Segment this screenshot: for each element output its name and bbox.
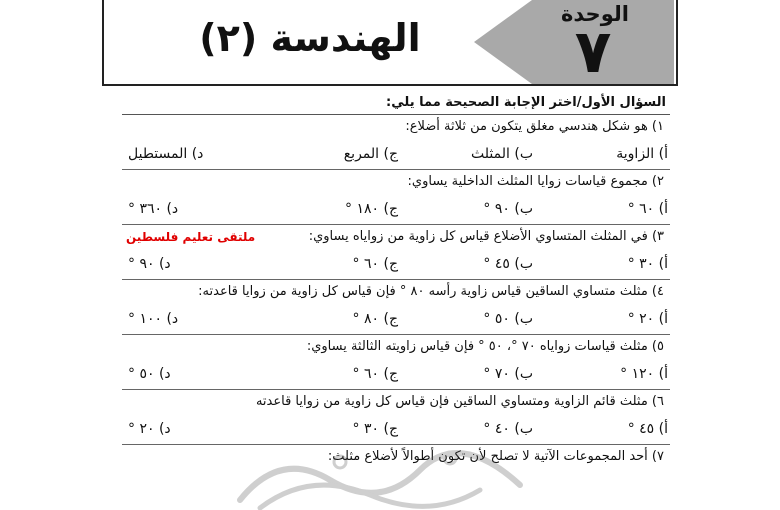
question-text: ٥) مثلث قياسات زواياه ٧٠ °، ٥٠ ° فإن قياس زاويته الثالثة يساوي:: [306, 339, 664, 354]
option-b[interactable]: ب) ٥٠ °: [483, 311, 533, 327]
options-row: [122, 414, 670, 444]
options-row: [122, 139, 670, 169]
option-b[interactable]: ب) المثلث: [471, 146, 533, 162]
option-c[interactable]: ج) ١٨٠ °: [345, 201, 398, 217]
option-a[interactable]: أ) الزاوية: [616, 146, 668, 162]
option-a[interactable]: أ) ٤٥ °: [627, 421, 668, 437]
question-5: [122, 335, 670, 390]
question-text: ٧) أحد المجموعات الآتية لا تصلح لأن تكون أطوالاً لأضلاع مثلث:: [327, 449, 664, 464]
question-text: ٤) مثلث متساوي الساقين قياس زاوية رأسه ٨٠ ° فإن قياس كل زاوية من زوايا قاعدته:: [198, 284, 664, 299]
option-d[interactable]: د) ٣٦٠ °: [128, 201, 179, 217]
option-b[interactable]: ب) ٤٠ °: [483, 421, 533, 437]
option-c[interactable]: ج) ٦٠ °: [352, 366, 398, 382]
question-3: [122, 225, 670, 280]
option-b[interactable]: ب) ٤٥ °: [483, 256, 533, 272]
question-4: [122, 280, 670, 335]
question-text: ١) هو شكل هندسي مغلق يتكون من ثلاثة أضلاع:: [405, 119, 664, 134]
option-a[interactable]: أ) ١٢٠ °: [620, 366, 668, 382]
option-d[interactable]: د) ٢٠ °: [128, 421, 171, 437]
unit-number: ٧: [574, 17, 612, 87]
option-c[interactable]: ج) ٦٠ °: [352, 256, 398, 272]
question-text: ٣) في المثلث المتساوي الأضلاع قياس كل زاوية من زواياه يساوي: ملتقى تعليم فلسطين: [122, 225, 670, 249]
options-row: [122, 359, 670, 389]
option-b[interactable]: ب) ٩٠ °: [483, 201, 533, 217]
options-row: [122, 194, 670, 224]
question-7: [122, 445, 670, 469]
options-row: [122, 304, 670, 334]
section-title: السؤال الأول/اختر الإجابة الصحيحة مما يلي:: [122, 92, 670, 115]
question-2: [122, 170, 670, 225]
question-6: [122, 390, 670, 445]
option-a[interactable]: أ) ٦٠ °: [627, 201, 668, 217]
option-b[interactable]: ب) ٧٠ °: [483, 366, 533, 382]
option-c[interactable]: ج) المربع: [343, 146, 398, 162]
option-d[interactable]: د) ٥٠ °: [128, 366, 171, 382]
page-title: الهندسة (٢): [199, 16, 421, 60]
option-a[interactable]: أ) ٣٠ °: [627, 256, 668, 272]
question-text: ٦) مثلث قائم الزاوية ومتساوي الساقين فإن قياس كل زاوية من زوايا قاعدته: [255, 394, 664, 409]
option-c[interactable]: ج) ٨٠ °: [352, 311, 398, 327]
option-c[interactable]: ج) ٣٠ °: [352, 421, 398, 437]
unit-label: الوحدة: [561, 2, 629, 26]
option-a[interactable]: أ) ٢٠ °: [627, 311, 668, 327]
option-d[interactable]: د) ٩٠ °: [128, 256, 171, 272]
option-d[interactable]: د) ١٠٠ °: [128, 311, 179, 327]
question-list: [122, 92, 670, 469]
question-text: ٢) مجموع قياسات زوايا المثلث الداخلية يساوي:: [407, 174, 664, 189]
option-d[interactable]: د) المستطيل: [128, 146, 204, 162]
brand-label: ملتقى تعليم فلسطين: [126, 230, 256, 244]
question-1: [122, 115, 670, 170]
options-row: [122, 249, 670, 279]
